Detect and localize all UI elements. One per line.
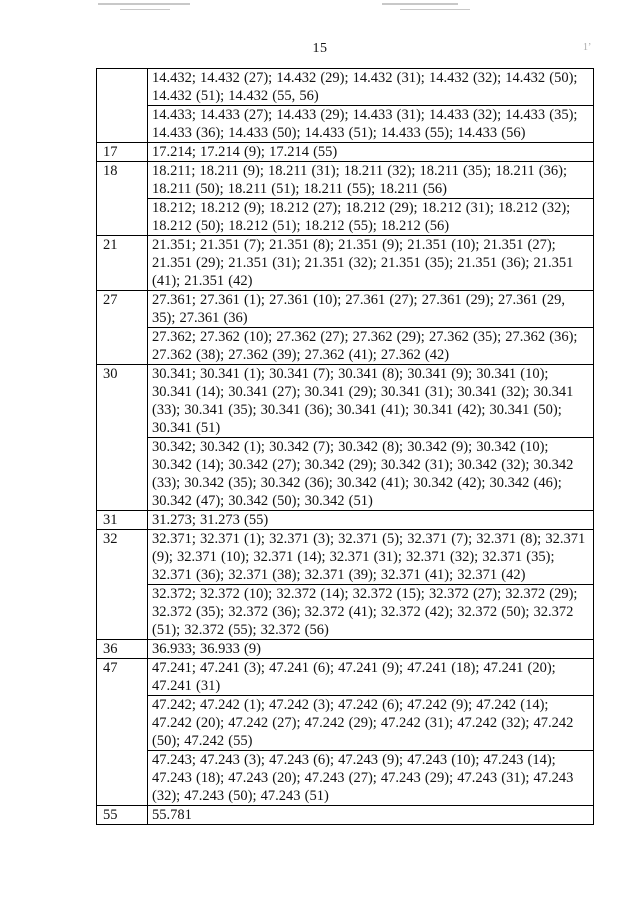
codes-table-body	[97, 69, 594, 825]
section-code-cell: 32	[97, 530, 148, 640]
classification-codes-cell: 30.341; 30.341 (1); 30.341 (7); 30.341 (8); 30.341 (9); 30.341 (10); 30.341 (14); 30.341 (27); 30.341 (29); 30.341 (31); 30.341 (32); 30.341 (33); 30.341 (35); 30.341 (36); 30.341 (41); 30.341 (42); 30.341 (50); 30.341 (51)	[148, 365, 594, 438]
classification-codes-cell: 14.433; 14.433 (27); 14.433 (29); 14.433 (31); 14.433 (32); 14.433 (35); 14.433 (36); 14.433 (50); 14.433 (51); 14.433 (55); 14.433 (56)	[148, 106, 594, 143]
table-row	[97, 585, 594, 640]
section-code-cell: 36	[97, 640, 148, 659]
classification-codes-cell: 27.361; 27.361 (1); 27.361 (10); 27.361 (27); 27.361 (29); 27.361 (29, 35); 27.361 (36)	[148, 291, 594, 328]
classification-codes-cell: 47.242; 47.242 (1); 47.242 (3); 47.242 (6); 47.242 (9); 47.242 (14); 47.242 (20); 47.242 (27); 47.242 (29); 47.242 (31); 47.242 (32); 47.242 (50); 47.242 (55)	[148, 696, 594, 751]
classification-codes-cell: 47.243; 47.243 (3); 47.243 (6); 47.243 (9); 47.243 (10); 47.243 (14); 47.243 (18); 47.243 (20); 47.243 (27); 47.243 (29); 47.243 (31); 47.243 (32); 47.243 (50); 47.243 (51)	[148, 751, 594, 806]
classification-codes-cell: 18.212; 18.212 (9); 18.212 (27); 18.212 (29); 18.212 (31); 18.212 (32); 18.212 (50); 18.212 (51); 18.212 (55); 18.212 (56)	[148, 199, 594, 236]
section-code-cell	[97, 69, 148, 143]
table-row	[97, 511, 594, 530]
classification-codes-cell: 31.273; 31.273 (55)	[148, 511, 594, 530]
codes-table	[96, 68, 594, 825]
classification-codes-cell: 47.241; 47.241 (3); 47.241 (6); 47.241 (9); 47.241 (18); 47.241 (20); 47.241 (31)	[148, 659, 594, 696]
classification-codes-cell: 36.933; 36.933 (9)	[148, 640, 594, 659]
section-code-cell: 55	[97, 806, 148, 825]
table-row	[97, 438, 594, 511]
table-row	[97, 659, 594, 696]
section-code-cell: 21	[97, 236, 148, 291]
classification-codes-cell: 17.214; 17.214 (9); 17.214 (55)	[148, 143, 594, 162]
section-code-cell: 17	[97, 143, 148, 162]
classification-codes-cell: 18.211; 18.211 (9); 18.211 (31); 18.211 (32); 18.211 (35); 18.211 (36); 18.211 (50); 18.211 (51); 18.211 (55); 18.211 (56)	[148, 162, 594, 199]
classification-codes-cell: 21.351; 21.351 (7); 21.351 (8); 21.351 (9); 21.351 (10); 21.351 (27); 21.351 (29); 21.351 (31); 21.351 (32); 21.351 (35); 21.351 (36); 21.351 (41); 21.351 (42)	[148, 236, 594, 291]
table-row	[97, 69, 594, 106]
classification-codes-cell: 32.372; 32.372 (10); 32.372 (14); 32.372 (15); 32.372 (27); 32.372 (29); 32.372 (35); 32.372 (36); 32.372 (41); 32.372 (42); 32.372 (50); 32.372 (51); 32.372 (55); 32.372 (56)	[148, 585, 594, 640]
table-row	[97, 696, 594, 751]
scan-mark	[120, 9, 170, 10]
section-code-cell: 27	[97, 291, 148, 365]
scan-mark	[400, 9, 470, 10]
page-number: 15	[312, 41, 328, 56]
table-row	[97, 365, 594, 438]
table-row	[97, 143, 594, 162]
scan-mark	[98, 3, 190, 5]
table-row	[97, 640, 594, 659]
classification-codes-cell: 55.781	[148, 806, 594, 825]
section-code-cell: 31	[97, 511, 148, 530]
table-row	[97, 806, 594, 825]
section-code-cell: 18	[97, 162, 148, 236]
section-code-cell: 30	[97, 365, 148, 511]
table-row	[97, 106, 594, 143]
classification-codes-cell: 30.342; 30.342 (1); 30.342 (7); 30.342 (8); 30.342 (9); 30.342 (10); 30.342 (14); 30.342 (27); 30.342 (29); 30.342 (31); 30.342 (32); 30.342 (33); 30.342 (35); 30.342 (36); 30.342 (41); 30.342 (42); 30.342 (46); 30.342 (47); 30.342 (50); 30.342 (51)	[148, 438, 594, 511]
classification-codes-cell: 32.371; 32.371 (1); 32.371 (3); 32.371 (5); 32.371 (7); 32.371 (8); 32.371 (9); 32.371 (10); 32.371 (14); 32.371 (31); 32.371 (32); 32.371 (35); 32.371 (36); 32.371 (38); 32.371 (39); 32.371 (41); 32.371 (42)	[148, 530, 594, 585]
edge-mark: 1’	[583, 42, 592, 53]
table-row	[97, 328, 594, 365]
table-row	[97, 291, 594, 328]
table-row	[97, 236, 594, 291]
table-row	[97, 751, 594, 806]
classification-codes-cell: 27.362; 27.362 (10); 27.362 (27); 27.362 (29); 27.362 (35); 27.362 (36); 27.362 (38); 27.362 (39); 27.362 (41); 27.362 (42)	[148, 328, 594, 365]
table-row	[97, 162, 594, 199]
table-row	[97, 530, 594, 585]
scan-mark	[382, 3, 458, 5]
section-code-cell: 47	[97, 659, 148, 806]
table-row	[97, 199, 594, 236]
classification-codes-cell: 14.432; 14.432 (27); 14.432 (29); 14.432 (31); 14.432 (32); 14.432 (50); 14.432 (51); 14.432 (55, 56)	[148, 69, 594, 106]
scan-artifacts	[0, 0, 640, 22]
